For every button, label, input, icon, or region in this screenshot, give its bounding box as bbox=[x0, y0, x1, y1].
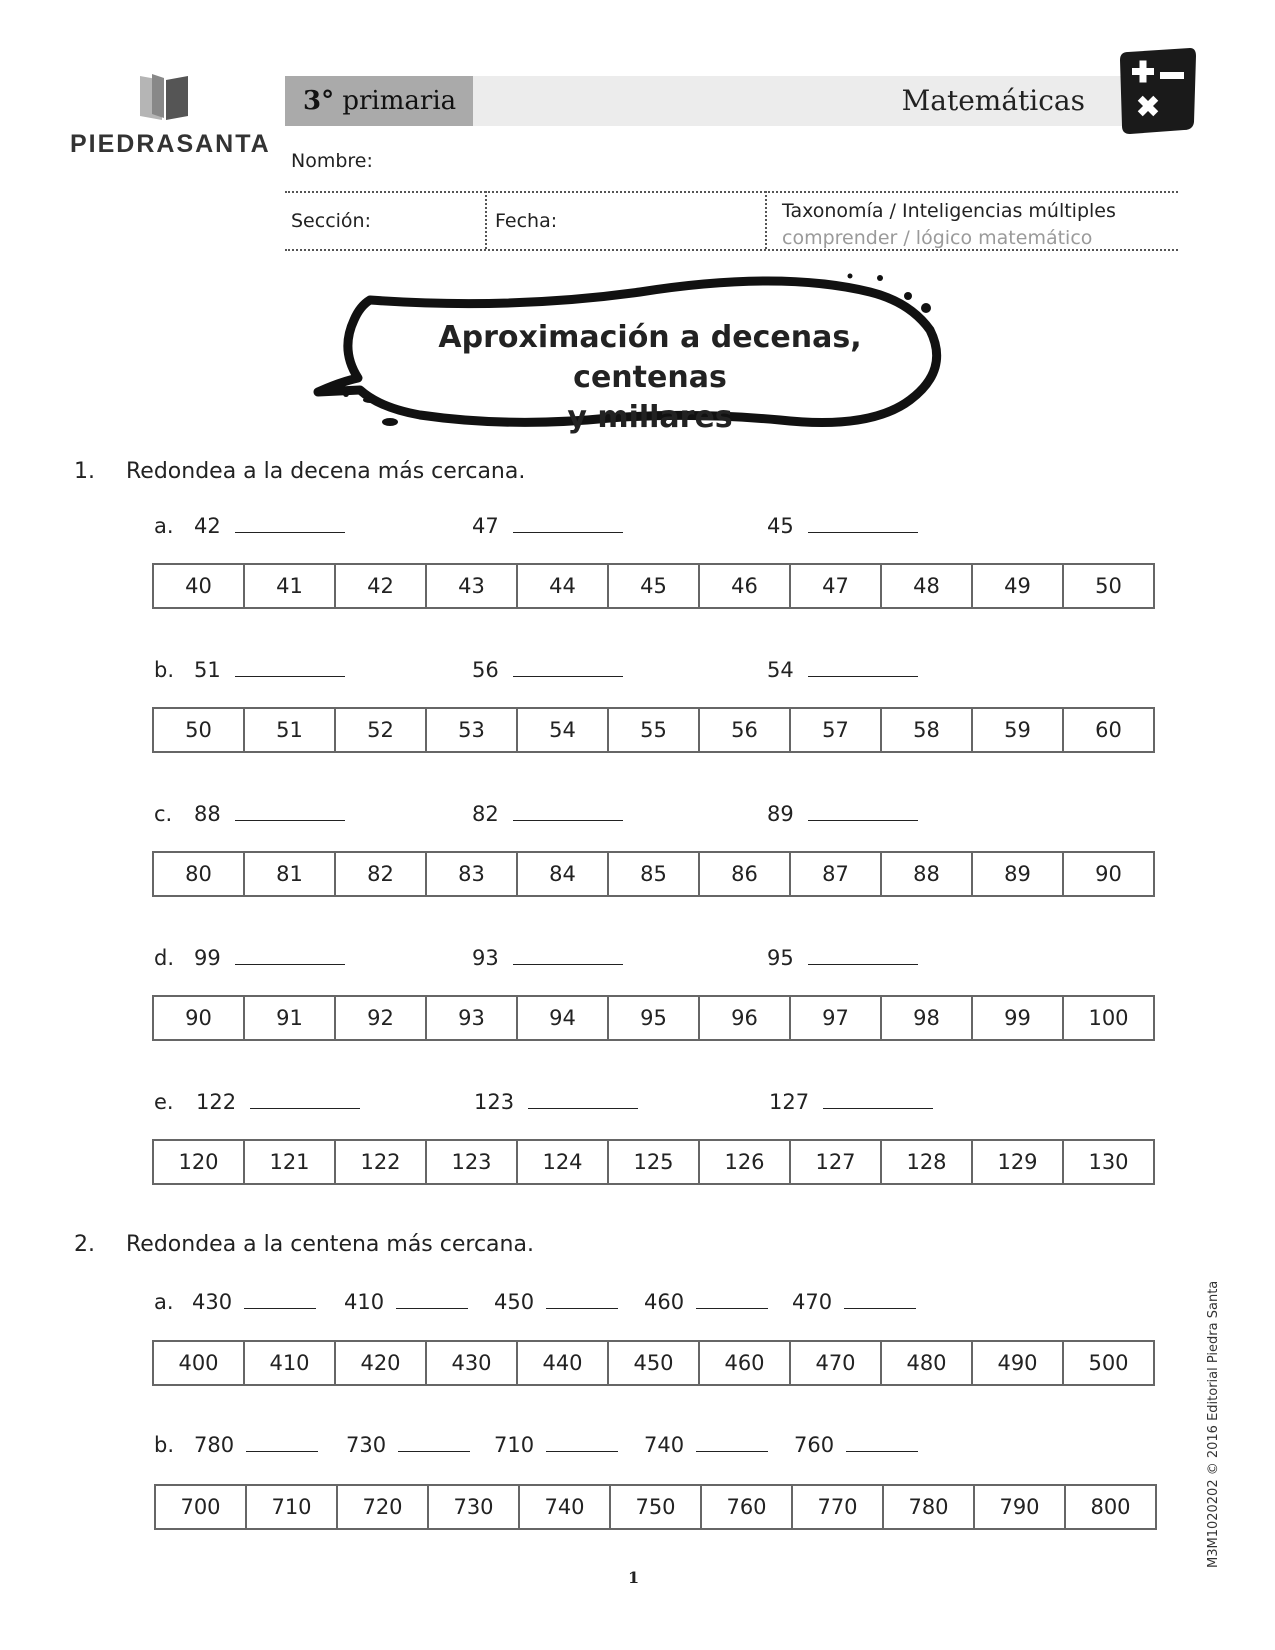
publisher-name: PIEDRASANTA bbox=[70, 130, 271, 158]
number-cell: 460 bbox=[699, 1341, 790, 1385]
divider bbox=[485, 191, 487, 249]
number-cell: 124 bbox=[517, 1140, 608, 1184]
prompt-number: 740 bbox=[644, 1433, 685, 1457]
number-cell: 82 bbox=[335, 852, 426, 896]
prompt-number: 123 bbox=[474, 1090, 515, 1114]
title-line-1: Aproximación a decenas, centenas bbox=[438, 320, 862, 395]
grade-word: primaria bbox=[342, 86, 457, 116]
number-cell: 770 bbox=[792, 1485, 883, 1529]
number-cell: 45 bbox=[608, 564, 699, 608]
name-label: Nombre: bbox=[291, 150, 373, 172]
rounding-prompt bbox=[344, 1290, 468, 1314]
number-cell: 83 bbox=[426, 852, 517, 896]
number-cell: 48 bbox=[881, 564, 972, 608]
exercise-number: 1. bbox=[74, 459, 95, 484]
number-cell: 710 bbox=[246, 1485, 337, 1529]
divider bbox=[765, 191, 767, 249]
number-cell: 122 bbox=[335, 1140, 426, 1184]
number-cell: 470 bbox=[790, 1341, 881, 1385]
number-cell: 84 bbox=[517, 852, 608, 896]
rounding-prompt bbox=[346, 1433, 470, 1457]
number-cell: 420 bbox=[335, 1341, 426, 1385]
date-label: Fecha: bbox=[495, 210, 558, 232]
number-cell: 123 bbox=[426, 1140, 517, 1184]
number-cell: 58 bbox=[881, 708, 972, 752]
answer-blank[interactable] bbox=[546, 1433, 618, 1452]
number-cell: 43 bbox=[426, 564, 517, 608]
prompt-number: 93 bbox=[472, 946, 499, 970]
exercise-number: 2. bbox=[74, 1232, 95, 1257]
answer-blank[interactable] bbox=[528, 1090, 638, 1109]
rounding-prompt bbox=[494, 1433, 618, 1457]
page-number: 1 bbox=[628, 1568, 640, 1587]
answer-blank[interactable] bbox=[235, 514, 345, 533]
prompt-number: 89 bbox=[767, 802, 794, 826]
number-cell: 92 bbox=[335, 996, 426, 1040]
number-cell: 440 bbox=[517, 1341, 608, 1385]
number-cell: 100 bbox=[1063, 996, 1154, 1040]
number-cell: 40 bbox=[153, 564, 244, 608]
number-cell: 130 bbox=[1063, 1140, 1154, 1184]
answer-blank[interactable] bbox=[846, 1433, 918, 1452]
number-line-table bbox=[152, 1340, 1155, 1386]
exercise-instruction: Redondea a la decena más cercana. bbox=[126, 459, 526, 484]
prompt-number: 99 bbox=[194, 946, 221, 970]
number-cell: 730 bbox=[428, 1485, 519, 1529]
answer-blank[interactable] bbox=[696, 1433, 768, 1452]
rounding-prompt bbox=[767, 946, 918, 970]
number-cell: 60 bbox=[1063, 708, 1154, 752]
number-cell: 57 bbox=[790, 708, 881, 752]
number-cell: 93 bbox=[426, 996, 517, 1040]
answer-blank[interactable] bbox=[244, 1290, 316, 1309]
number-cell: 97 bbox=[790, 996, 881, 1040]
number-cell: 50 bbox=[1063, 564, 1154, 608]
prompt-number: 88 bbox=[194, 802, 221, 826]
taxonomy-value: comprender / lógico matemático bbox=[782, 227, 1093, 249]
rounding-prompt bbox=[767, 802, 918, 826]
prompt-number: 82 bbox=[472, 802, 499, 826]
prompt-number: 42 bbox=[194, 514, 221, 538]
prompt-number: 460 bbox=[644, 1290, 685, 1314]
item-label: a. bbox=[154, 514, 174, 538]
prompt-number: 56 bbox=[472, 658, 499, 682]
number-cell: 126 bbox=[699, 1140, 790, 1184]
number-cell: 480 bbox=[881, 1341, 972, 1385]
number-cell: 96 bbox=[699, 996, 790, 1040]
rounding-prompt bbox=[196, 1090, 360, 1114]
number-cell: 125 bbox=[608, 1140, 699, 1184]
rounding-prompt bbox=[472, 658, 623, 682]
number-cell: 53 bbox=[426, 708, 517, 752]
answer-blank[interactable] bbox=[513, 802, 623, 821]
rounding-prompt bbox=[644, 1290, 768, 1314]
subject-title: Matemáticas bbox=[901, 84, 1085, 117]
divider bbox=[285, 249, 1178, 251]
number-cell: 98 bbox=[881, 996, 972, 1040]
prompt-number: 45 bbox=[767, 514, 794, 538]
rounding-prompt bbox=[472, 946, 623, 970]
number-cell: 490 bbox=[972, 1341, 1063, 1385]
answer-blank[interactable] bbox=[844, 1290, 916, 1309]
number-cell: 780 bbox=[883, 1485, 974, 1529]
number-cell: 129 bbox=[972, 1140, 1063, 1184]
answer-blank[interactable] bbox=[235, 802, 345, 821]
prompt-number: 47 bbox=[472, 514, 499, 538]
number-cell: 47 bbox=[790, 564, 881, 608]
number-cell: 740 bbox=[519, 1485, 610, 1529]
rounding-prompt bbox=[644, 1433, 768, 1457]
rounding-prompt bbox=[194, 802, 345, 826]
answer-blank[interactable] bbox=[513, 946, 623, 965]
rounding-prompt bbox=[767, 514, 918, 538]
answer-blank[interactable] bbox=[696, 1290, 768, 1309]
number-cell: 86 bbox=[699, 852, 790, 896]
number-cell: 95 bbox=[608, 996, 699, 1040]
answer-blank[interactable] bbox=[513, 658, 623, 677]
rounding-prompt bbox=[472, 802, 623, 826]
number-cell: 127 bbox=[790, 1140, 881, 1184]
taxonomy-label: Taxonomía / Inteligencias múltiples bbox=[782, 200, 1116, 222]
rounding-prompt bbox=[792, 1290, 916, 1314]
answer-blank[interactable] bbox=[235, 658, 345, 677]
number-cell: 790 bbox=[974, 1485, 1065, 1529]
prompt-number: 730 bbox=[346, 1433, 387, 1457]
number-cell: 59 bbox=[972, 708, 1063, 752]
number-cell: 87 bbox=[790, 852, 881, 896]
number-cell: 50 bbox=[153, 708, 244, 752]
rounding-prompt bbox=[769, 1090, 933, 1114]
number-line-table bbox=[152, 1139, 1155, 1185]
answer-blank[interactable] bbox=[808, 514, 918, 533]
prompt-number: 760 bbox=[794, 1433, 835, 1457]
answer-blank[interactable] bbox=[823, 1090, 933, 1109]
number-cell: 41 bbox=[244, 564, 335, 608]
number-line-table bbox=[154, 1484, 1157, 1530]
number-cell: 410 bbox=[244, 1341, 335, 1385]
grade-badge bbox=[285, 76, 473, 126]
answer-blank[interactable] bbox=[546, 1290, 618, 1309]
answer-blank[interactable] bbox=[808, 946, 918, 965]
item-label: c. bbox=[154, 802, 173, 826]
prompt-number: 51 bbox=[194, 658, 221, 682]
number-cell: 400 bbox=[153, 1341, 244, 1385]
answer-blank[interactable] bbox=[398, 1433, 470, 1452]
number-cell: 51 bbox=[244, 708, 335, 752]
grade-number: 3° bbox=[303, 86, 335, 116]
number-cell: 90 bbox=[1063, 852, 1154, 896]
prompt-number: 430 bbox=[192, 1290, 233, 1314]
number-cell: 91 bbox=[244, 996, 335, 1040]
prompt-number: 122 bbox=[196, 1090, 237, 1114]
number-cell: 89 bbox=[972, 852, 1063, 896]
rounding-prompt bbox=[192, 1290, 316, 1314]
number-cell: 750 bbox=[610, 1485, 701, 1529]
rounding-prompt bbox=[494, 1290, 618, 1314]
divider bbox=[285, 191, 1178, 193]
number-cell: 55 bbox=[608, 708, 699, 752]
number-cell: 720 bbox=[337, 1485, 428, 1529]
number-line-table bbox=[152, 851, 1155, 897]
item-label: e. bbox=[154, 1090, 174, 1114]
section-label: Sección: bbox=[291, 210, 371, 232]
number-cell: 54 bbox=[517, 708, 608, 752]
item-label: d. bbox=[154, 946, 175, 970]
prompt-number: 127 bbox=[769, 1090, 810, 1114]
answer-blank[interactable] bbox=[235, 946, 345, 965]
prompt-number: 710 bbox=[494, 1433, 535, 1457]
number-line-table bbox=[152, 563, 1155, 609]
number-cell: 800 bbox=[1065, 1485, 1156, 1529]
prompt-number: 410 bbox=[344, 1290, 385, 1314]
publisher-logo-icon bbox=[138, 72, 190, 122]
rounding-prompt bbox=[474, 1090, 638, 1114]
answer-blank[interactable] bbox=[513, 514, 623, 533]
number-cell: 42 bbox=[335, 564, 426, 608]
rounding-prompt bbox=[194, 1433, 318, 1457]
rounding-prompt bbox=[472, 514, 623, 538]
rounding-prompt bbox=[194, 658, 345, 682]
number-cell: 88 bbox=[881, 852, 972, 896]
math-operations-icon bbox=[1118, 48, 1196, 134]
number-cell: 450 bbox=[608, 1341, 699, 1385]
number-cell: 500 bbox=[1063, 1341, 1154, 1385]
number-cell: 94 bbox=[517, 996, 608, 1040]
number-cell: 85 bbox=[608, 852, 699, 896]
item-label: a. bbox=[154, 1290, 174, 1314]
number-cell: 49 bbox=[972, 564, 1063, 608]
prompt-number: 95 bbox=[767, 946, 794, 970]
number-cell: 99 bbox=[972, 996, 1063, 1040]
item-label: b. bbox=[154, 658, 175, 682]
rounding-prompt bbox=[194, 946, 345, 970]
prompt-number: 780 bbox=[194, 1433, 235, 1457]
number-cell: 760 bbox=[701, 1485, 792, 1529]
number-cell: 80 bbox=[153, 852, 244, 896]
title-line-2: y millares bbox=[567, 400, 733, 435]
answer-blank[interactable] bbox=[246, 1433, 318, 1452]
prompt-number: 470 bbox=[792, 1290, 833, 1314]
number-cell: 120 bbox=[153, 1140, 244, 1184]
answer-blank[interactable] bbox=[396, 1290, 468, 1309]
number-cell: 81 bbox=[244, 852, 335, 896]
rounding-prompt bbox=[194, 514, 345, 538]
worksheet-title bbox=[360, 318, 940, 438]
number-cell: 700 bbox=[155, 1485, 246, 1529]
answer-blank[interactable] bbox=[808, 802, 918, 821]
prompt-number: 54 bbox=[767, 658, 794, 682]
number-cell: 430 bbox=[426, 1341, 517, 1385]
copyright-note: M3M1020202 © 2016 Editorial Piedra Santa bbox=[1206, 1280, 1221, 1568]
number-cell: 90 bbox=[153, 996, 244, 1040]
number-cell: 52 bbox=[335, 708, 426, 752]
answer-blank[interactable] bbox=[808, 658, 918, 677]
number-cell: 128 bbox=[881, 1140, 972, 1184]
number-line-table bbox=[152, 995, 1155, 1041]
rounding-prompt bbox=[767, 658, 918, 682]
number-cell: 121 bbox=[244, 1140, 335, 1184]
number-cell: 44 bbox=[517, 564, 608, 608]
number-line-table bbox=[152, 707, 1155, 753]
item-label: b. bbox=[154, 1433, 175, 1457]
number-cell: 56 bbox=[699, 708, 790, 752]
rounding-prompt bbox=[794, 1433, 918, 1457]
number-cell: 46 bbox=[699, 564, 790, 608]
prompt-number: 450 bbox=[494, 1290, 535, 1314]
exercise-instruction: Redondea a la centena más cercana. bbox=[126, 1232, 534, 1257]
answer-blank[interactable] bbox=[250, 1090, 360, 1109]
